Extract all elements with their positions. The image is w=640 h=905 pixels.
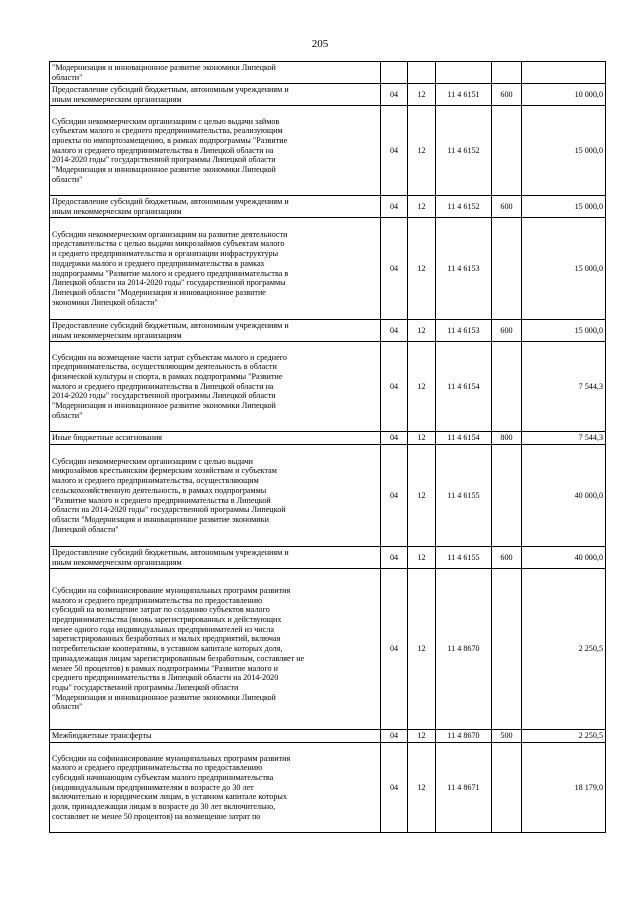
section-cell: 04 bbox=[381, 196, 408, 218]
subsection-cell: 12 bbox=[408, 569, 436, 730]
amount-cell: 40 000,0 bbox=[522, 547, 606, 569]
description-cell: Межбюджетные трансферты bbox=[50, 730, 381, 743]
section-cell: 04 bbox=[381, 342, 408, 432]
description-cell: Субсидии на софинансирование муниципальных программ развития малого и среднего предпринимательства по предоставлению субсидий начинающим субъектам малого предпринимательства (индивидуальным предпринимателям в возрасте до 30 лет включительно и юридическим лицам, в уставном капитале которых доля, принадлежащая лицам в возрасте до 30 лет включительно, составляет не менее 50 процентов) на возмещение затрат по bbox=[50, 743, 381, 833]
section-cell: 04 bbox=[381, 432, 408, 445]
amount-cell: 7 544,3 bbox=[522, 432, 606, 445]
amount-cell: 15 000,0 bbox=[522, 106, 606, 196]
description-cell: Субсидии на возмещение части затрат субъектам малого и среднего предпринимательства, осуществляющим деятельность в области физической культуры и спорта, в рамках подпрограммы "Развитие малого и среднего предпринимательства в Липецкой области на 2014-2020 годы" государственной программы Липецкой области "Модернизация и инновационное развитие экономики Липецкой области" bbox=[50, 342, 381, 432]
table-row bbox=[50, 320, 606, 342]
expense-type-cell: 600 bbox=[492, 196, 522, 218]
table-row bbox=[50, 432, 606, 445]
amount-cell: 15 000,0 bbox=[522, 218, 606, 320]
amount-cell: 18 179,0 bbox=[522, 743, 606, 833]
target-article-cell: 11 4 8670 bbox=[436, 569, 492, 730]
subsection-cell: 12 bbox=[408, 84, 436, 106]
table-row bbox=[50, 743, 606, 833]
amount-cell: 15 000,0 bbox=[522, 196, 606, 218]
expense-type-cell bbox=[492, 342, 522, 432]
amount-cell: 40 000,0 bbox=[522, 445, 606, 547]
expense-type-cell: 600 bbox=[492, 320, 522, 342]
section-cell: 04 bbox=[381, 569, 408, 730]
expense-type-cell: 600 bbox=[492, 547, 522, 569]
target-article-cell: 11 4 6151 bbox=[436, 84, 492, 106]
section-cell: 04 bbox=[381, 106, 408, 196]
table-row bbox=[50, 106, 606, 196]
amount-cell: 2 250,5 bbox=[522, 569, 606, 730]
subsection-cell: 12 bbox=[408, 743, 436, 833]
budget-table-body bbox=[50, 62, 606, 833]
subsection-cell bbox=[408, 62, 436, 84]
table-row bbox=[50, 62, 606, 84]
amount-cell: 15 000,0 bbox=[522, 320, 606, 342]
expense-type-cell bbox=[492, 445, 522, 547]
table-row bbox=[50, 342, 606, 432]
expense-type-cell bbox=[492, 62, 522, 84]
section-cell: 04 bbox=[381, 320, 408, 342]
expense-type-cell: 500 bbox=[492, 730, 522, 743]
subsection-cell: 12 bbox=[408, 342, 436, 432]
section-cell: 04 bbox=[381, 218, 408, 320]
page-number: 205 bbox=[311, 38, 329, 50]
target-article-cell: 11 4 8671 bbox=[436, 743, 492, 833]
description-cell: Иные бюджетные ассигнования bbox=[50, 432, 381, 445]
expense-type-cell bbox=[492, 106, 522, 196]
subsection-cell: 12 bbox=[408, 196, 436, 218]
expense-type-cell bbox=[492, 218, 522, 320]
description-cell: "Модернизация и инновационное развитие экономики Липецкой области" bbox=[50, 62, 381, 84]
section-cell: 04 bbox=[381, 547, 408, 569]
amount-cell: 2 250,5 bbox=[522, 730, 606, 743]
expense-type-cell bbox=[492, 743, 522, 833]
section-cell bbox=[381, 62, 408, 84]
subsection-cell: 12 bbox=[408, 106, 436, 196]
target-article-cell: 11 4 6153 bbox=[436, 218, 492, 320]
description-cell: Субсидии на софинансирование муниципальных программ развития малого и среднего предпринимательства по предоставлению субсидий на возмещение затрат по созданию субъектов малого предпринимательства (вновь зарегистрированных и действующих менее одного года индивидуальных предпринимателей из числа зарегистрированных безработных и малых предприятий, включая потребительские кооперативы, в уставном капитале которых доля, принадлежащая лицам зарегистрированным безработным, составляет не менее 50 процентов) в рамках подпрограммы "Развитие малого и среднего предпринимательства в Липецкой области на 2014-2020 годы" государственной программы Липецкой области "Модернизация и инновационное развитие экономики Липецкой области" bbox=[50, 569, 381, 730]
table-row bbox=[50, 84, 606, 106]
amount-cell: 7 544,3 bbox=[522, 342, 606, 432]
description-cell: Субсидии некоммерческим организациям с целью выдачи микрозаймов крестьянским фермерским хозяйствам и субъектам малого и среднего предпринимательства, осуществляющим сельскохозяйственную деятельность, в рамках подпрограммы "Развитие малого и среднего предпринимательства в Липецкой области на 2014-2020 годы" государственной программы Липецкой области "Модернизация и инновационное развитие экономики Липецкой области" bbox=[50, 445, 381, 547]
target-article-cell bbox=[436, 62, 492, 84]
subsection-cell: 12 bbox=[408, 547, 436, 569]
description-cell: Субсидии некоммерческим организациям на развитие деятельности представительства с целью выдачи микрозаймов субъектам малого и среднего предпринимательства и организации инфраструктуры поддержки малого и среднего предпринимательства в рамках подпрограммы "Развитие малого и среднего предпринимательства в Липецкой области на 2014-2020 годы" государственной программы Липецкой области "Модернизация и инновационное развитие экономики Липецкой области" bbox=[50, 218, 381, 320]
subsection-cell: 12 bbox=[408, 445, 436, 547]
expense-type-cell: 800 bbox=[492, 432, 522, 445]
subsection-cell: 12 bbox=[408, 432, 436, 445]
target-article-cell: 11 4 6155 bbox=[436, 547, 492, 569]
table-row bbox=[50, 569, 606, 730]
subsection-cell: 12 bbox=[408, 730, 436, 743]
section-cell: 04 bbox=[381, 84, 408, 106]
section-cell: 04 bbox=[381, 730, 408, 743]
subsection-cell: 12 bbox=[408, 320, 436, 342]
description-cell: Предоставление субсидий бюджетным, автономным учреждениям и иным некоммерческим организациям bbox=[50, 320, 381, 342]
table-row bbox=[50, 730, 606, 743]
description-cell: Предоставление субсидий бюджетным, автономным учреждениям и иным некоммерческим организациям bbox=[50, 547, 381, 569]
target-article-cell: 11 4 6154 bbox=[436, 342, 492, 432]
expense-type-cell: 600 bbox=[492, 84, 522, 106]
description-cell: Предоставление субсидий бюджетным, автономным учреждениям и иным некоммерческим организациям bbox=[50, 196, 381, 218]
table-row bbox=[50, 547, 606, 569]
description-cell: Предоставление субсидий бюджетным, автономным учреждениям и иным некоммерческим организациям bbox=[50, 84, 381, 106]
section-cell: 04 bbox=[381, 445, 408, 547]
amount-cell: 10 000,0 bbox=[522, 84, 606, 106]
target-article-cell: 11 4 6153 bbox=[436, 320, 492, 342]
subsection-cell: 12 bbox=[408, 218, 436, 320]
target-article-cell: 11 4 6155 bbox=[436, 445, 492, 547]
target-article-cell: 11 4 8670 bbox=[436, 730, 492, 743]
budget-table bbox=[49, 61, 606, 833]
table-row bbox=[50, 218, 606, 320]
target-article-cell: 11 4 6154 bbox=[436, 432, 492, 445]
table-row bbox=[50, 196, 606, 218]
target-article-cell: 11 4 6152 bbox=[436, 196, 492, 218]
section-cell: 04 bbox=[381, 743, 408, 833]
expense-type-cell bbox=[492, 569, 522, 730]
amount-cell bbox=[522, 62, 606, 84]
table-row bbox=[50, 445, 606, 547]
target-article-cell: 11 4 6152 bbox=[436, 106, 492, 196]
description-cell: Субсидии некоммерческим организациям с целью выдачи займов субъектам малого и среднего предпринимательства, реализующим проекты по импортозамещению, в рамках подпрограммы "Развитие малого и среднего предпринимательства в Липецкой области на 2014-2020 годы" государственной программы Липецкой области "Модернизация и инновационное развитие экономики Липецкой области" bbox=[50, 106, 381, 196]
